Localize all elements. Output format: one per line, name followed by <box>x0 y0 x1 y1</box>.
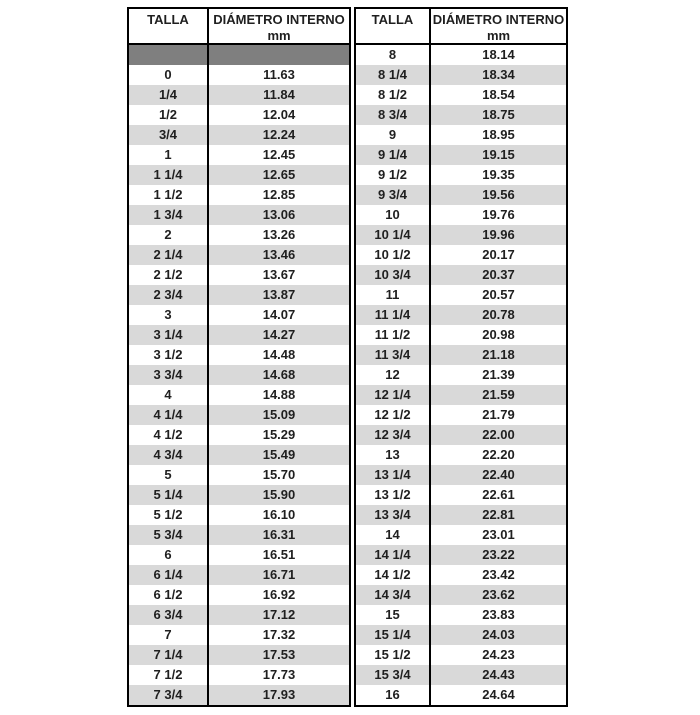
table-row <box>129 105 349 125</box>
table-row <box>356 665 566 685</box>
table-row <box>356 45 566 65</box>
diameter-cell: 16.92 <box>262 587 296 602</box>
diameter-cell: 13.67 <box>262 267 296 282</box>
talla-cell: 4 <box>129 385 209 405</box>
talla-cell: 1/4 <box>129 85 209 105</box>
table-row <box>356 205 566 225</box>
talla-cell: 15 3/4 <box>356 665 431 685</box>
table-row <box>356 165 566 185</box>
talla-cell: 5 1/2 <box>129 505 209 525</box>
talla-cell: 4 1/2 <box>129 425 209 445</box>
talla-cell: 14 1/2 <box>356 565 431 585</box>
header-diameter <box>209 9 349 43</box>
diameter-cell: 17.32 <box>262 627 296 642</box>
talla-cell: 1 1/4 <box>129 165 209 185</box>
talla-cell: 1 3/4 <box>129 205 209 225</box>
diameter-cell: 15.90 <box>262 487 296 502</box>
talla-cell: 10 1/4 <box>356 225 431 245</box>
table-row <box>356 605 566 625</box>
diameter-cell: 20.37 <box>482 267 515 282</box>
diameter-cell: 14.48 <box>262 347 296 362</box>
table-row <box>356 185 566 205</box>
table-header <box>129 9 349 45</box>
diameter-cell: 20.17 <box>482 247 515 262</box>
table-row <box>129 365 349 385</box>
empty-row <box>129 45 349 65</box>
table-body <box>129 45 349 705</box>
table-row <box>129 405 349 425</box>
table-row <box>356 525 566 545</box>
table-row <box>356 645 566 665</box>
diameter-cell: 14.68 <box>262 367 296 382</box>
diameter-cell: 16.71 <box>262 567 296 582</box>
talla-cell: 14 1/4 <box>356 545 431 565</box>
table-row <box>129 205 349 225</box>
talla-cell: 15 1/2 <box>356 645 431 665</box>
table-row <box>129 645 349 665</box>
talla-cell: 2 3/4 <box>129 285 209 305</box>
table-row <box>129 525 349 545</box>
talla-cell: 8 1/4 <box>356 65 431 85</box>
talla-cell: 0 <box>129 65 209 85</box>
table-row <box>356 105 566 125</box>
diameter-cell: 12.24 <box>262 127 296 142</box>
talla-cell: 16 <box>356 685 431 705</box>
diameter-cell: 12.04 <box>262 107 296 122</box>
talla-cell: 15 <box>356 605 431 625</box>
header-talla <box>129 9 209 43</box>
size-table-left <box>127 7 351 707</box>
diameter-cell: 21.39 <box>482 367 515 382</box>
table-row <box>129 85 349 105</box>
diameter-cell: 23.22 <box>482 547 515 562</box>
header-diameter-line2: mm <box>486 28 511 43</box>
diameter-cell: 18.34 <box>482 67 515 82</box>
table-row <box>129 245 349 265</box>
diameter-cell: 12.85 <box>262 187 296 202</box>
talla-cell: 11 1/4 <box>356 305 431 325</box>
talla-cell: 11 3/4 <box>356 345 431 365</box>
diameter-cell: 17.93 <box>262 687 296 702</box>
talla-cell: 4 1/4 <box>129 405 209 425</box>
talla-cell: 6 <box>129 545 209 565</box>
table-row <box>356 345 566 365</box>
diameter-cell: 19.76 <box>482 207 515 222</box>
diameter-cell: 11.84 <box>263 87 295 102</box>
talla-cell: 13 1/2 <box>356 485 431 505</box>
talla-cell: 11 <box>356 285 431 305</box>
table-row <box>129 325 349 345</box>
talla-cell: 2 <box>129 225 209 245</box>
table-row <box>129 265 349 285</box>
size-table-right <box>354 7 568 707</box>
table-row <box>356 305 566 325</box>
talla-cell: 6 1/2 <box>129 585 209 605</box>
diameter-cell: 13.26 <box>262 227 296 242</box>
table-row <box>129 585 349 605</box>
diameter-cell: 16.10 <box>262 507 296 522</box>
talla-cell: 7 3/4 <box>129 685 209 705</box>
diameter-cell: 23.62 <box>482 587 515 602</box>
diameter-cell: 20.98 <box>482 327 515 342</box>
header-diameter-line1: DIÁMETRO INTERNO <box>432 12 565 27</box>
talla-cell: 8 3/4 <box>356 105 431 125</box>
diameter-cell: 14.27 <box>262 327 296 342</box>
table-row <box>129 305 349 325</box>
diameter-cell: 21.79 <box>482 407 515 422</box>
table-row <box>129 185 349 205</box>
diameter-cell: 12.65 <box>262 167 296 182</box>
table-row <box>129 505 349 525</box>
table-row <box>129 485 349 505</box>
talla-cell <box>129 45 209 65</box>
table-row <box>129 665 349 685</box>
table-row <box>356 445 566 465</box>
talla-cell: 3 1/4 <box>129 325 209 345</box>
table-row <box>356 65 566 85</box>
header-talla-label: TALLA <box>147 12 189 27</box>
talla-cell: 2 1/2 <box>129 265 209 285</box>
talla-cell: 9 <box>356 125 431 145</box>
talla-cell: 9 3/4 <box>356 185 431 205</box>
table-row <box>129 625 349 645</box>
talla-cell: 5 3/4 <box>129 525 209 545</box>
table-row <box>356 125 566 145</box>
diameter-cell: 16.31 <box>262 527 296 542</box>
table-row <box>356 265 566 285</box>
talla-cell: 15 1/4 <box>356 625 431 645</box>
ring-size-tables <box>127 7 568 707</box>
table-row <box>129 425 349 445</box>
diameter-cell: 19.96 <box>482 227 515 242</box>
table-row <box>129 605 349 625</box>
diameter-cell: 20.57 <box>482 287 515 302</box>
header-diameter-line2: mm <box>267 28 291 43</box>
table-row <box>356 685 566 705</box>
table-row <box>356 225 566 245</box>
talla-cell: 7 1/2 <box>129 665 209 685</box>
table-row <box>129 65 349 85</box>
header-talla-label: TALLA <box>371 12 414 27</box>
talla-cell: 2 1/4 <box>129 245 209 265</box>
diameter-cell: 19.35 <box>482 167 515 182</box>
table-row <box>356 505 566 525</box>
talla-cell: 5 <box>129 465 209 485</box>
diameter-cell: 21.59 <box>482 387 515 402</box>
table-row <box>129 145 349 165</box>
talla-cell: 1/2 <box>129 105 209 125</box>
diameter-cell: 24.64 <box>482 687 515 702</box>
header-diameter-line1: DIÁMETRO INTERNO <box>213 12 345 27</box>
table-row <box>356 365 566 385</box>
diameter-cell: 19.56 <box>482 187 515 202</box>
table-row <box>356 485 566 505</box>
diameter-cell: 20.78 <box>482 307 515 322</box>
table-row <box>129 225 349 245</box>
table-row <box>129 125 349 145</box>
diameter-cell: 13.46 <box>262 247 296 262</box>
table-row <box>129 345 349 365</box>
table-row <box>129 285 349 305</box>
talla-cell: 3 1/2 <box>129 345 209 365</box>
talla-cell: 7 <box>129 625 209 645</box>
diameter-cell: 23.01 <box>482 527 515 542</box>
talla-cell: 10 3/4 <box>356 265 431 285</box>
diameter-cell: 24.43 <box>482 667 515 682</box>
table-row <box>129 565 349 585</box>
diameter-cell: 18.95 <box>482 127 515 142</box>
table-row <box>356 145 566 165</box>
diameter-cell: 19.15 <box>482 147 515 162</box>
talla-cell: 4 3/4 <box>129 445 209 465</box>
table-row <box>356 385 566 405</box>
diameter-cell: 15.49 <box>262 447 296 462</box>
diameter-cell: 24.23 <box>482 647 515 662</box>
table-row <box>129 465 349 485</box>
table-body <box>356 45 566 705</box>
diameter-cell: 24.03 <box>482 627 515 642</box>
talla-cell: 14 3/4 <box>356 585 431 605</box>
talla-cell: 3 <box>129 305 209 325</box>
diameter-cell: 12.45 <box>262 147 296 162</box>
table-row <box>356 285 566 305</box>
talla-cell: 12 1/2 <box>356 405 431 425</box>
table-row <box>356 565 566 585</box>
table-row <box>129 385 349 405</box>
diameter-cell: 18.14 <box>482 47 515 62</box>
diameter-cell: 11.63 <box>263 67 295 82</box>
diameter-cell: 13.87 <box>262 287 296 302</box>
diameter-cell: 13.06 <box>262 207 296 222</box>
table-row <box>356 585 566 605</box>
table-row <box>129 545 349 565</box>
talla-cell: 5 1/4 <box>129 485 209 505</box>
talla-cell: 8 <box>356 45 431 65</box>
talla-cell: 10 1/2 <box>356 245 431 265</box>
diameter-cell: 23.42 <box>482 567 515 582</box>
talla-cell: 11 1/2 <box>356 325 431 345</box>
diameter-cell: 15.09 <box>262 407 296 422</box>
diameter-cell: 14.07 <box>262 307 296 322</box>
table-row <box>129 165 349 185</box>
talla-cell: 13 <box>356 445 431 465</box>
talla-cell: 12 <box>356 365 431 385</box>
talla-cell: 6 3/4 <box>129 605 209 625</box>
diameter-cell: 23.83 <box>482 607 515 622</box>
talla-cell: 7 1/4 <box>129 645 209 665</box>
diameter-cell <box>209 45 349 65</box>
diameter-cell: 21.18 <box>482 347 515 362</box>
diameter-cell: 22.81 <box>482 507 515 522</box>
table-row <box>356 245 566 265</box>
talla-cell: 3 3/4 <box>129 365 209 385</box>
diameter-cell: 15.70 <box>262 467 296 482</box>
diameter-cell: 18.54 <box>482 87 515 102</box>
header-talla <box>356 9 431 43</box>
diameter-cell: 17.73 <box>262 667 296 682</box>
talla-cell: 13 3/4 <box>356 505 431 525</box>
talla-cell: 1 <box>129 145 209 165</box>
diameter-cell: 22.20 <box>482 447 515 462</box>
diameter-cell: 17.53 <box>262 647 296 662</box>
diameter-cell: 22.61 <box>482 487 515 502</box>
table-row <box>129 685 349 705</box>
talla-cell: 14 <box>356 525 431 545</box>
talla-cell: 6 1/4 <box>129 565 209 585</box>
table-header <box>356 9 566 45</box>
table-row <box>356 85 566 105</box>
table-row <box>356 465 566 485</box>
talla-cell: 13 1/4 <box>356 465 431 485</box>
table-row <box>129 445 349 465</box>
table-row <box>356 625 566 645</box>
talla-cell: 8 1/2 <box>356 85 431 105</box>
talla-cell: 12 1/4 <box>356 385 431 405</box>
diameter-cell: 16.51 <box>262 547 296 562</box>
table-row <box>356 405 566 425</box>
table-row <box>356 545 566 565</box>
talla-cell: 9 1/2 <box>356 165 431 185</box>
diameter-cell: 15.29 <box>262 427 296 442</box>
talla-cell: 9 1/4 <box>356 145 431 165</box>
talla-cell: 12 3/4 <box>356 425 431 445</box>
table-row <box>356 425 566 445</box>
header-diameter <box>431 9 566 43</box>
diameter-cell: 14.88 <box>262 387 296 402</box>
diameter-cell: 17.12 <box>262 607 296 622</box>
diameter-cell: 18.75 <box>482 107 515 122</box>
diameter-cell: 22.40 <box>482 467 515 482</box>
talla-cell: 10 <box>356 205 431 225</box>
talla-cell: 3/4 <box>129 125 209 145</box>
table-row <box>356 325 566 345</box>
talla-cell: 1 1/2 <box>129 185 209 205</box>
diameter-cell: 22.00 <box>482 427 515 442</box>
